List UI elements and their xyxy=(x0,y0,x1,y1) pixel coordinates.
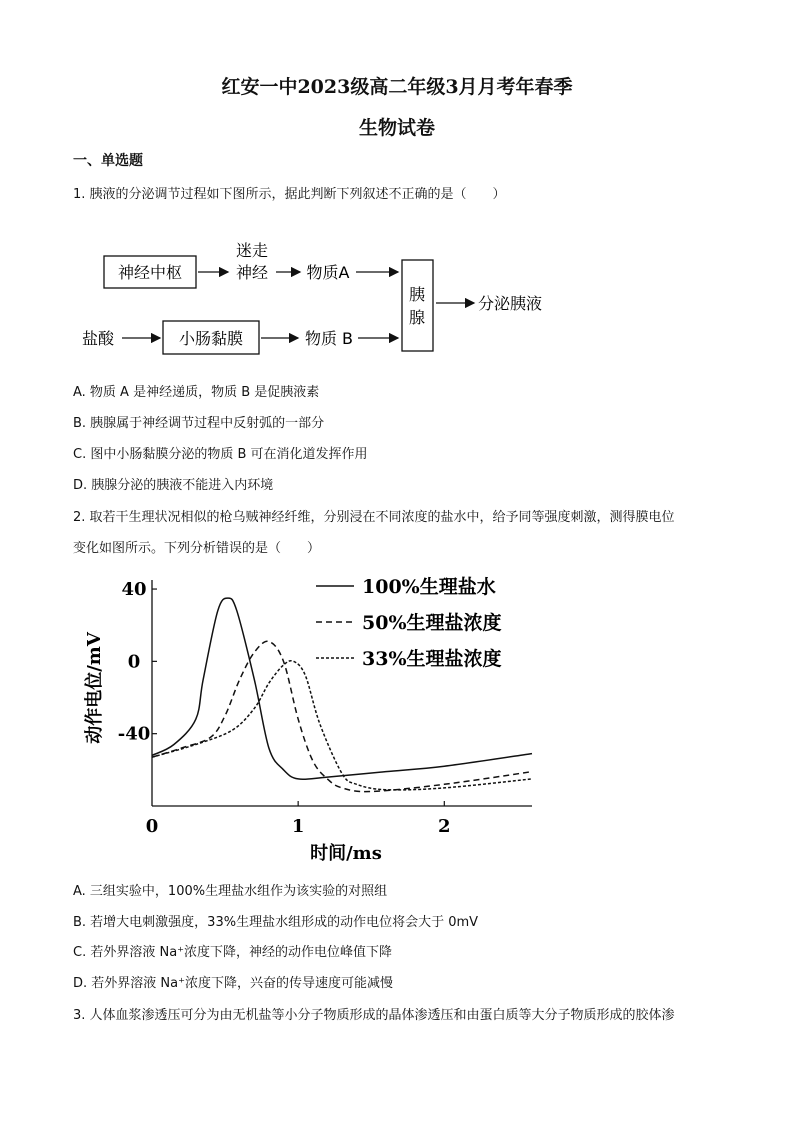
pancreas-regulation-diagram xyxy=(0,228,794,368)
exam-subtitle: 生物试卷 xyxy=(358,117,435,139)
output-label: 分泌胰液 xyxy=(478,294,543,313)
pancreas-label-2: 腺 xyxy=(408,308,426,327)
intestine-label: 小肠黏膜 xyxy=(178,329,244,348)
x-tick-label: 0 xyxy=(145,816,159,837)
exam-title: 红安一中2023级高二年级3月月考年春季 xyxy=(221,76,573,98)
legend-label-3: 33%生理盐浓度 xyxy=(362,648,502,670)
legend-label-1: 100%生理盐水 xyxy=(362,576,496,598)
section-heading: 一、单选题 xyxy=(73,153,143,169)
q1-stem: 1. 胰液的分泌调节过程如下图所示，据此判断下列叙述不正确的是（ ） xyxy=(73,187,506,202)
acid-label: 盐酸 xyxy=(81,329,115,348)
q1-option-d: D. 胰腺分泌的胰液不能进入内环境 xyxy=(73,478,274,493)
q3-stem: 3. 人体血浆渗透压可分为由无机盐等小分子物质形成的晶体渗透压和由蛋白质等大分子物质形成的胶体渗 xyxy=(73,1008,675,1023)
q2-option-d: D. 若外界溶液 Na⁺浓度下降，兴奋的传导速度可能减慢 xyxy=(73,976,393,991)
x-tick-label: 1 xyxy=(291,816,305,837)
q2-stem-line2: 变化如图所示。下列分析错误的是（ ） xyxy=(73,541,321,556)
y-tick-label: 0 xyxy=(127,651,141,673)
x-axis-label: 时间/ms xyxy=(310,843,382,864)
legend-label-2: 50%生理盐浓度 xyxy=(362,612,502,634)
y-tick-label: -40 xyxy=(117,723,151,745)
x-tick-label: 2 xyxy=(438,816,451,837)
y-tick-label: 40 xyxy=(121,579,147,601)
q1-option-a: A. 物质 A 是神经递质，物质 B 是促胰液素 xyxy=(73,385,320,400)
q1-option-b: B. 胰腺属于神经调节过程中反射弧的一部分 xyxy=(73,416,325,431)
q2-option-b: B. 若增大电刺激强度，33%生理盐水组形成的动作电位将会大于 0mV xyxy=(73,915,479,930)
vagus-label-1: 迷走 xyxy=(235,241,269,260)
substance-b-label: 物质 B xyxy=(304,329,354,348)
pancreas-box xyxy=(402,260,433,351)
q2-option-c: C. 若外界溶液 Na⁺浓度下降，神经的动作电位峰值下降 xyxy=(73,945,393,960)
y-axis-label: 动作电位/mV xyxy=(84,632,105,744)
nerve-center-label: 神经中枢 xyxy=(117,263,183,282)
q1-option-c: C. 图中小肠黏膜分泌的物质 B 可在消化道发挥作用 xyxy=(73,447,368,462)
q2-stem-line1: 2. 取若干生理状况相似的枪乌贼神经纤维，分别浸在不同浓度的盐水中，给予同等强度刺激，测得膜电位 xyxy=(73,510,675,525)
membrane-potential-chart xyxy=(0,566,794,866)
series-line-3 xyxy=(152,661,532,790)
vagus-label-2: 神经 xyxy=(235,263,269,282)
pancreas-label-1: 胰 xyxy=(408,285,426,304)
q2-option-a: A. 三组实验中，100%生理盐水组作为该实验的对照组 xyxy=(73,884,388,899)
substance-a-label: 物质A xyxy=(306,263,350,282)
